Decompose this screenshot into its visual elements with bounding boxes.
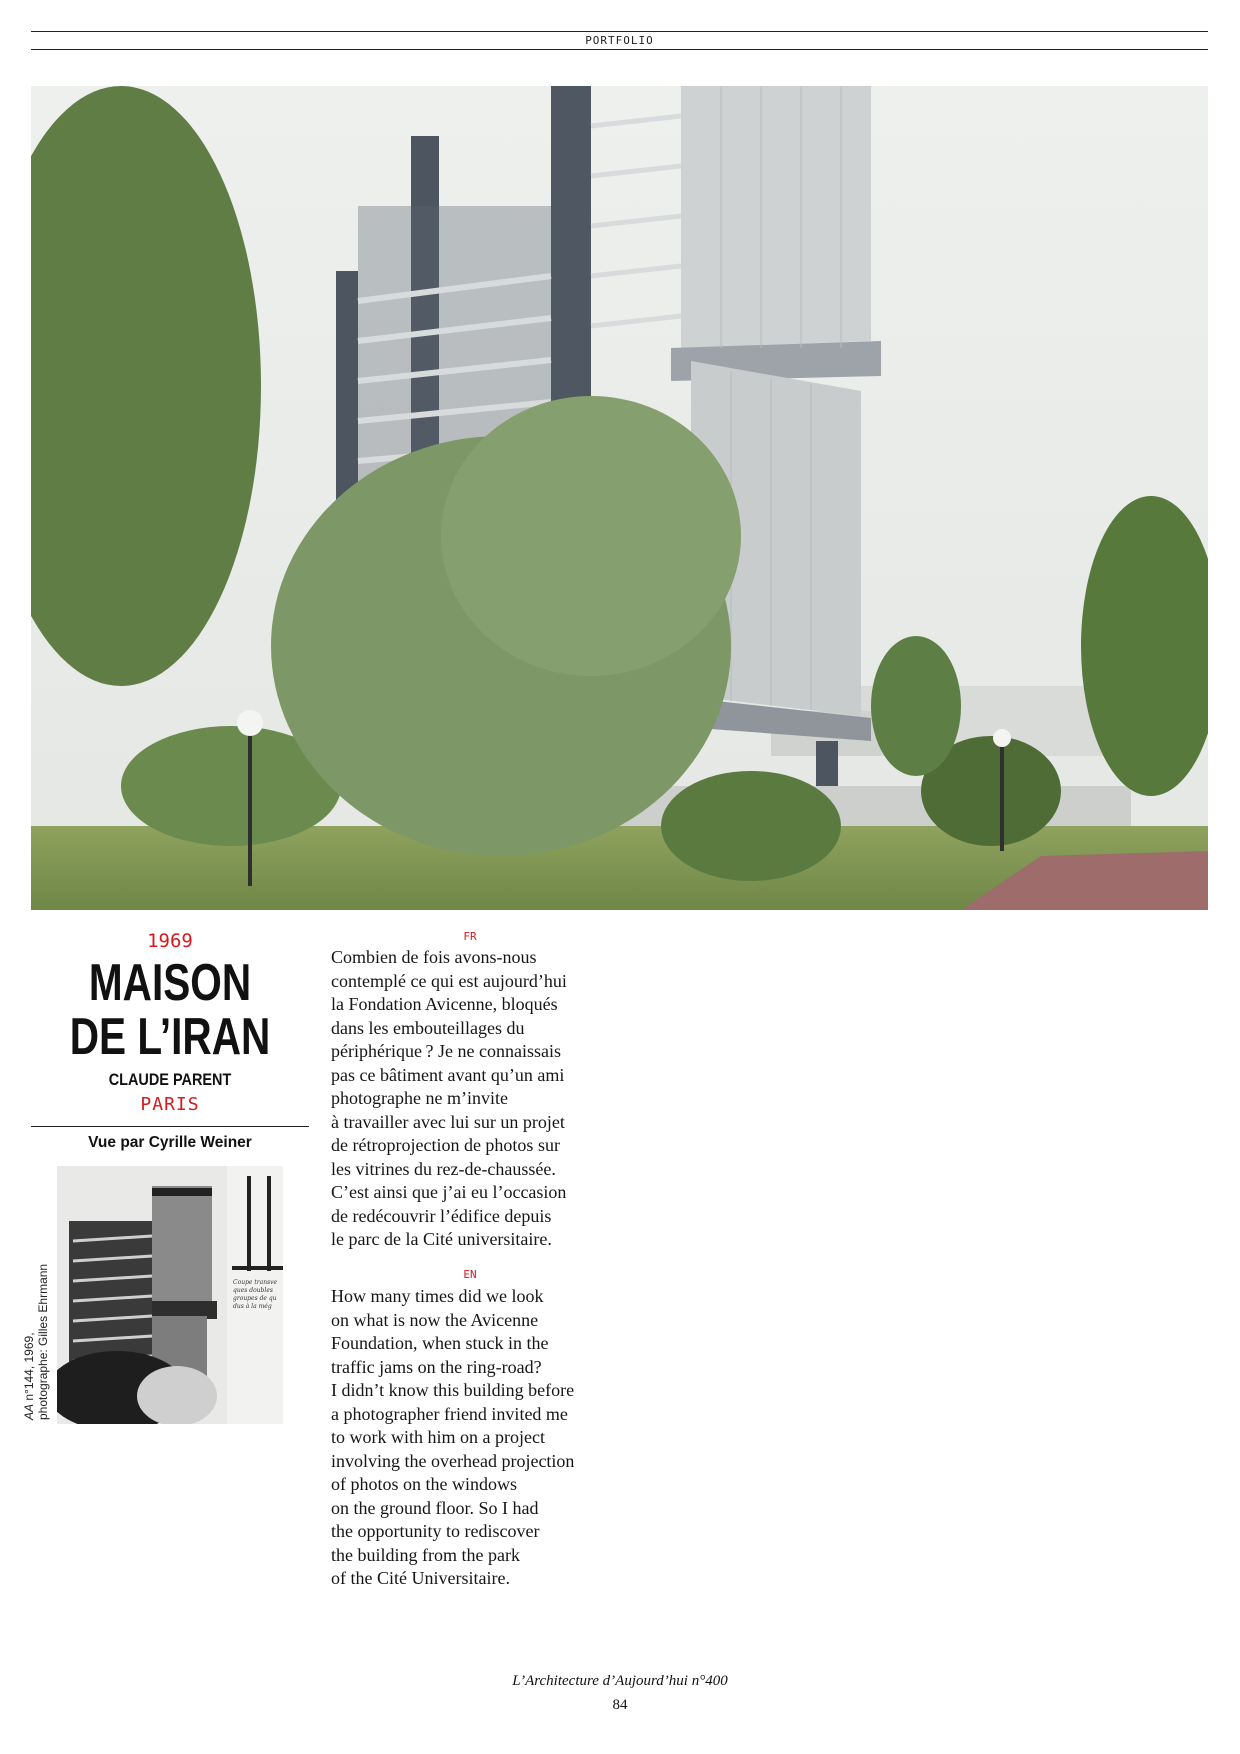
scan-text-2: ques doubles (233, 1287, 273, 1294)
en-line: to work with him on a project (331, 1427, 545, 1447)
en-line: I didn’t know this building before (331, 1380, 575, 1400)
fr-line: photographe ne m’invite (331, 1088, 508, 1108)
fr-line: Combien de fois avons-nous (331, 947, 537, 967)
year-label: 1969 (147, 930, 193, 952)
en-line: of the Cité Universitaire. (331, 1568, 510, 1588)
en-line: involving the overhead projection (331, 1450, 575, 1471)
body-text-fr (331, 946, 631, 1252)
scan-text-4: dus à la még (233, 1303, 272, 1310)
en-line: on what is now the Avicenne (331, 1309, 539, 1330)
footer-publication: L’Architecture d’Aujourd’hui n°400 (512, 1673, 728, 1689)
fr-line: à travailler avec lui sur un projet (331, 1111, 565, 1132)
fr-line: dans les embouteillages du (331, 1017, 525, 1038)
title-divider (31, 1126, 309, 1127)
header-bottom-rule (31, 49, 1208, 50)
page-number: 84 (612, 1697, 628, 1713)
en-line: of photos on the windows (331, 1474, 517, 1494)
fr-line: le parc de la Cité universitaire. (331, 1229, 552, 1249)
archive-scan (57, 1166, 283, 1424)
lang-label-fr: FR (463, 930, 477, 943)
fr-line: pas ce bâtiment avant qu’un ami (331, 1064, 565, 1085)
city-label: PARIS (140, 1094, 200, 1115)
fr-line: la Fondation Avicenne, bloqués (331, 994, 558, 1014)
fr-line: de rétroprojection de photos sur (331, 1135, 560, 1155)
en-line: How many times did we look (331, 1286, 544, 1306)
architect-name: CLAUDE PARENT (108, 1070, 232, 1089)
fr-line: de redécouvrir l’édifice depuis (331, 1205, 552, 1226)
en-line: traffic jams on the ring-road? (331, 1356, 542, 1377)
en-line: a photographer friend invited me (331, 1403, 568, 1424)
archive-caption-publication: AA (22, 1403, 36, 1420)
archive-caption-issue: n°144, 1969, (22, 1332, 36, 1404)
scan-text-1: Coupe transve (233, 1279, 278, 1286)
photographer-byline: Vue par Cyrille Weiner (88, 1134, 252, 1151)
fr-line: C’est ainsi que j’ai eu l’occasion (331, 1182, 567, 1202)
fr-line: les vitrines du rez-de-chaussée. (331, 1158, 556, 1179)
fr-line: périphérique ? Je ne connaissais (331, 1041, 562, 1061)
archive-photo-illustration (57, 1166, 283, 1424)
lang-label-en: EN (463, 1268, 477, 1281)
archive-caption-credit: photographe: Gilles Ehrmann (36, 1263, 50, 1420)
section-label: PORTFOLIO (585, 34, 654, 47)
title-line-2: DE L’IRAN (69, 1008, 271, 1066)
header-top-rule (31, 31, 1208, 32)
en-line: the opportunity to rediscover (331, 1521, 540, 1541)
building-photo-illustration (31, 86, 1208, 910)
fr-line: contemplé ce qui est aujourd’hui (331, 970, 567, 991)
en-line: on the ground floor. So I had (331, 1497, 539, 1518)
en-line: the building from the park (331, 1544, 520, 1565)
body-text-en (331, 1285, 631, 1591)
title-line-1: MAISON (88, 954, 252, 1012)
scan-text-3: groupes de qu (233, 1295, 277, 1302)
en-line: Foundation, when stuck in the (331, 1333, 549, 1353)
article-title (62, 956, 279, 1064)
archive-caption (22, 1160, 56, 1420)
main-photo (31, 86, 1208, 910)
